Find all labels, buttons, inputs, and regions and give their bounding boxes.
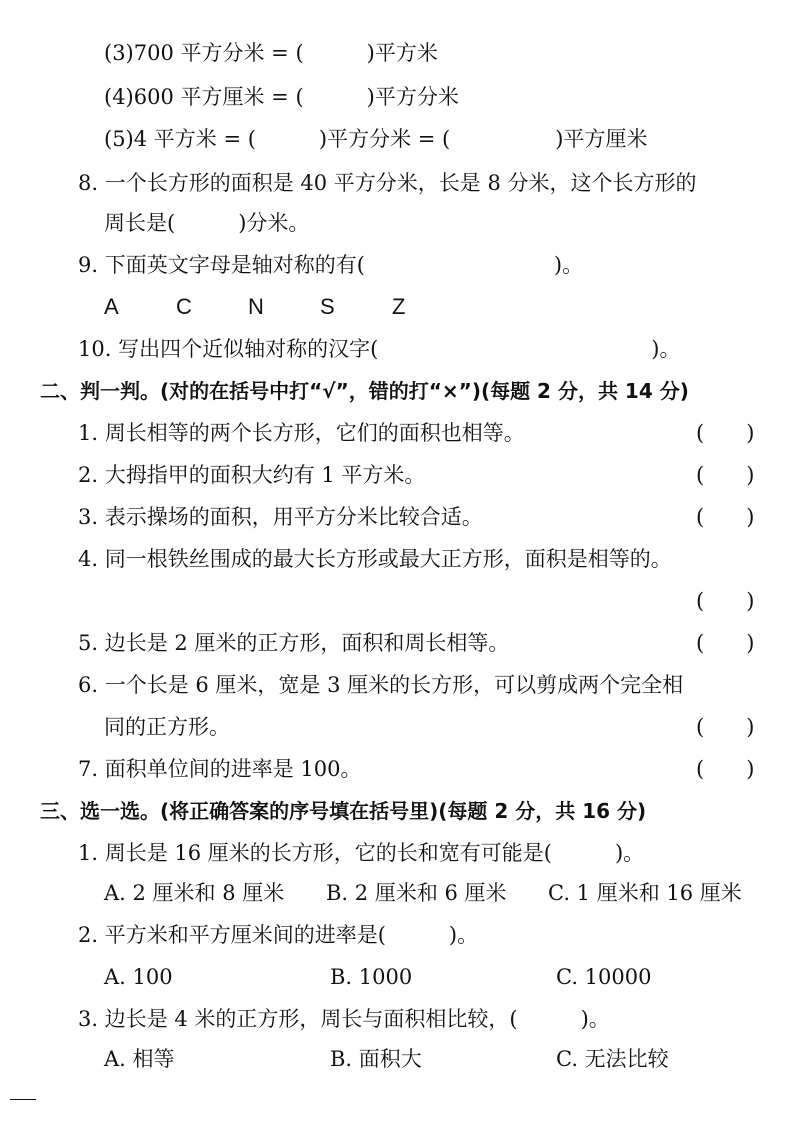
judge-item-2: 2. 大拇指甲的面积大约有 1 平方米。 [78,463,426,487]
q9-letter: A [104,294,119,319]
choose-q1-options [104,878,774,908]
judge-heading: 二、判一判。(对的在括号中打“√”，错的打“×”)(每题 2 分，共 14 分) [40,379,689,403]
judge-answer-6[interactable]: ( ) [696,715,755,739]
choose-q2-option-b[interactable]: B. 1000 [330,965,413,989]
judge-answer-7[interactable]: ( ) [696,757,755,781]
judge-item-1: 1. 周长相等的两个长方形，它们的面积也相等。 [78,421,525,445]
judge-item-7: 7. 面积单位间的进率是 100。 [78,757,362,781]
fill-q8-line2: 周长是( )分米。 [104,211,310,235]
fill-q8-line1: 8. 一个长方形的面积是 40 平方分米，长是 8 分米，这个长方形的 [78,171,697,195]
choose-q2-option-a[interactable]: A. 100 [104,965,173,989]
judge-item-6-line1: 6. 一个长是 6 厘米，宽是 3 厘米的长方形，可以剪成两个完全相 [78,673,684,697]
choose-heading: 三、选一选。(将正确答案的序号填在括号里)(每题 2 分，共 16 分) [40,799,647,823]
judge-item-6-line2: 同的正方形。 [104,715,230,739]
judge-answer-4[interactable]: ( ) [696,589,755,613]
fill-q7-5: (5)4 平方米 = ( )平方分米 = ( )平方厘米 [104,127,648,151]
judge-answer-1[interactable]: ( ) [696,421,755,445]
choose-q3-options [104,1044,774,1074]
choose-q3-option-a[interactable]: A. 相等 [104,1047,175,1071]
q9-letters [104,292,464,322]
fill-q9: 9. 下面英文字母是轴对称的有( )。 [78,253,584,277]
fill-q10: 10. 写出四个近似轴对称的汉字( )。 [78,337,681,361]
judge-item-5: 5. 边长是 2 厘米的正方形，面积和周长相等。 [78,631,510,655]
choose-q1-option-b[interactable]: B. 2 厘米和 6 厘米 [326,881,507,905]
q9-letter: N [248,294,264,319]
choose-q2: 2. 平方米和平方厘米间的进率是( )。 [78,923,479,947]
q9-letter: Z [392,294,406,319]
choose-q2-options [104,962,774,992]
judge-item-3: 3. 表示操场的面积，用平方分米比较合适。 [78,505,483,529]
judge-answer-3[interactable]: ( ) [696,505,755,529]
judge-answer-5[interactable]: ( ) [696,631,755,655]
fill-q7-4: (4)600 平方厘米 = ( )平方分米 [104,85,459,109]
judge-answer-2[interactable]: ( ) [696,463,755,487]
choose-q1: 1. 周长是 16 厘米的长方形，它的长和宽有可能是( )。 [78,841,645,865]
choose-q3: 3. 边长是 4 米的正方形，周长与面积相比较，( )。 [78,1007,610,1031]
page-footer-rule [10,1099,36,1100]
choose-q3-option-c[interactable]: C. 无法比较 [556,1047,669,1071]
choose-q1-option-a[interactable]: A. 2 厘米和 8 厘米 [104,881,285,905]
judge-item-4: 4. 同一根铁丝围成的最大长方形或最大正方形，面积是相等的。 [78,547,672,571]
choose-q3-option-b[interactable]: B. 面积大 [330,1047,422,1071]
choose-q2-option-c[interactable]: C. 10000 [556,965,652,989]
q9-letter: C [176,294,192,319]
fill-q7-3: (3)700 平方分米 = ( )平方米 [104,41,438,65]
choose-q1-option-c[interactable]: C. 1 厘米和 16 厘米 [548,881,742,905]
q9-letter: S [320,294,335,319]
